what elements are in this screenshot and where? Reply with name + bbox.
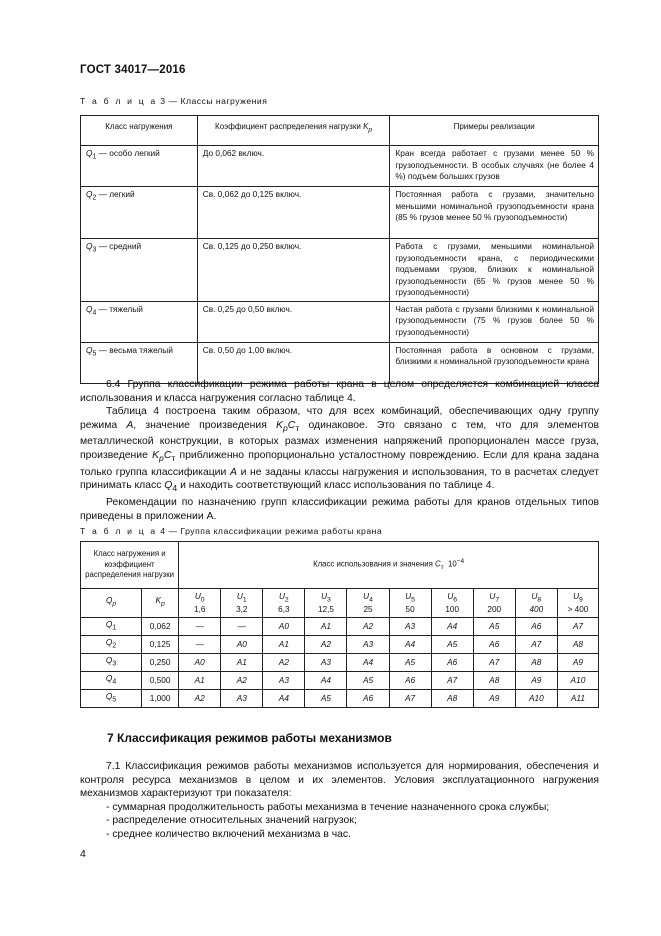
load-class-cell: $Q_4$ (81, 672, 142, 690)
paragraph-6-4-table-explanation: Таблица 4 построена таким образом, что для всех комбинаций, обеспечивающих одну группу режима A, значение произведения $K_pC_т$ одинаковое. Это связано с тем, что для элементов металлической конструкции, в которых размах изменения напряжений пропорционален массе груза, произведение $K_pC_т$ приближенно пропорционально усталостному повреждению. Если для крана задана только группа классификации A и не заданы классы нагружения и использования, то в расчетах следует принимать класс $Q_4$ и находить соответствующий класс использования по таблице 4. (80, 406, 600, 494)
table3-header-class: Класс нагружения (81, 116, 198, 146)
group-cell: A2 (347, 618, 389, 636)
group-cell: A9 (515, 672, 557, 690)
section-7-title: 7 Классификация режимов работы механизмов (107, 731, 392, 745)
table4-caption-text: 4 — Группа классификации режима работы крана (157, 526, 383, 536)
table-crane-group (80, 541, 599, 708)
table-load-classes (80, 115, 599, 384)
usage-class-header: $U_5$ 50 (389, 589, 431, 618)
paragraph-6-4-intro: 6.4 Группа классификации режима работы крана в целом определяется комбинацией класса использования и класса нагружения согласно таблице 4. (80, 379, 599, 404)
section-7-body (80, 760, 599, 842)
group-cell: A9 (473, 690, 515, 708)
table4-row (81, 654, 599, 672)
table4-col-k: $K_p$ (142, 589, 179, 618)
group-cell: A2 (263, 654, 305, 672)
coef-range-cell: Св. 0,50 до 1,00 включ. (197, 342, 390, 383)
group-cell: A6 (515, 618, 557, 636)
table3-caption (80, 96, 267, 106)
table4-row (81, 690, 599, 708)
table3-row (81, 239, 599, 302)
group-cell: — (179, 636, 221, 654)
load-coef-cell: 0,250 (142, 654, 179, 672)
document-code: ГОСТ 34017—2016 (80, 64, 186, 76)
group-cell: A0 (221, 636, 263, 654)
example-cell: Частая работа с грузами близкими к номинальной грузоподъемности (75 % грузов более 50 % грузоподъемности) (390, 301, 599, 342)
table3-row (81, 342, 599, 383)
group-cell: A3 (305, 654, 347, 672)
table3-row (81, 301, 599, 342)
group-cell: A8 (515, 654, 557, 672)
group-cell: A5 (305, 690, 347, 708)
group-cell: A1 (305, 618, 347, 636)
usage-class-header: $U_3$ 12,5 (305, 589, 347, 618)
usage-class-header: $U_6$ 100 (431, 589, 473, 618)
usage-class-header: $U_7$ 200 (473, 589, 515, 618)
coef-range-cell: Св. 0,25 до 0,50 включ. (197, 301, 390, 342)
group-cell: A3 (221, 690, 263, 708)
usage-class-header: $U_1$ 3,2 (221, 589, 263, 618)
group-cell: A6 (473, 636, 515, 654)
coef-range-cell: Св. 0,125 до 0,250 включ. (197, 239, 390, 302)
usage-class-header: $U_4$ 25 (347, 589, 389, 618)
paragraph-6-4-recommendation: Рекомендации по назначению групп классификации режима работы для кранов отдельных типов приведены в приложении А. (80, 496, 599, 522)
table3-row (81, 146, 599, 187)
load-class-cell: $Q_3$ (81, 654, 142, 672)
group-cell: A1 (221, 654, 263, 672)
group-cell: A4 (347, 654, 389, 672)
table4-caption (80, 526, 382, 536)
table4-col-q: $Q_p$ (81, 589, 142, 618)
usage-class-header: $U_9$ > 400 (557, 589, 598, 618)
group-cell: A6 (347, 690, 389, 708)
example-cell: Постоянная работа в основном с грузами, близкими к номинальной грузоподъемности крана (390, 342, 599, 383)
table4-header-row (81, 542, 599, 589)
example-cell: Кран всегда работает с грузами менее 50 % грузоподъемности. В особых случаях (не более 4 %) подъем больших грузов (390, 146, 599, 187)
bullet-item: - суммарная продолжительность работы механизма в течение назначенного срока службы; (106, 801, 550, 813)
paragraph-6-4 (80, 378, 599, 523)
group-cell: A7 (515, 636, 557, 654)
group-cell: A7 (389, 690, 431, 708)
table3-caption-text: 3 — Классы нагружения (157, 96, 268, 106)
group-cell: A4 (305, 672, 347, 690)
group-cell: A11 (557, 690, 598, 708)
group-cell: A6 (431, 654, 473, 672)
example-cell: Работа с грузами, меньшими номинальной грузоподъемности крана, с периодическими подъемами грузов, близких к номинальной грузоподъемности (65 % грузов менее 50 % грузоподъемности) (390, 239, 599, 302)
group-cell: A1 (263, 636, 305, 654)
table4-row (81, 618, 599, 636)
table3-header-coef: Коэффициент распределения нагрузки $K_p$ (197, 116, 390, 146)
group-cell: A2 (221, 672, 263, 690)
usage-class-header: $U_0$ 1,6 (179, 589, 221, 618)
coef-range-cell: До 0,062 включ. (197, 146, 390, 187)
load-class-cell: $Q_5$ — весьма тяжелый (81, 342, 198, 383)
group-cell: A0 (179, 654, 221, 672)
group-cell: A8 (473, 672, 515, 690)
group-cell: A5 (431, 636, 473, 654)
group-cell: A5 (389, 654, 431, 672)
group-cell: A7 (473, 654, 515, 672)
load-class-cell: $Q_1$ — особо легкий (81, 146, 198, 187)
load-class-cell: $Q_1$ (81, 618, 142, 636)
group-cell: A4 (263, 690, 305, 708)
group-cell: A5 (347, 672, 389, 690)
paragraph-7-1: 7.1 Классификация режимов работы механизмов используется для нормирования, обеспечения и контроля ресурса механизмов в целом и их элементов. Условия эксплуатационного нагружения механизмов характеризуют три показателя: (80, 761, 599, 800)
table4-subheader-row (81, 589, 599, 618)
group-cell: A3 (263, 672, 305, 690)
group-cell: A7 (431, 672, 473, 690)
table3-header-examples: Примеры реализации (390, 116, 599, 146)
bullet-item: - распределение относительных значений нагрузок; (106, 815, 357, 827)
load-class-cell: $Q_3$ — средний (81, 239, 198, 302)
table4-header-load-class: Класс нагружения и коэффициент распределения нагрузки (81, 542, 179, 589)
group-cell: A5 (473, 618, 515, 636)
group-cell: — (179, 618, 221, 636)
example-cell: Постоянная работа с грузами, значительно меньшими номинальной грузоподъемности крана (85 % грузов менее 50 % грузоподъемности) (390, 187, 599, 239)
group-cell: A7 (557, 618, 598, 636)
group-cell: A6 (389, 672, 431, 690)
load-coef-cell: 1,000 (142, 690, 179, 708)
group-cell: A3 (347, 636, 389, 654)
table4-body (81, 618, 599, 708)
group-cell: A9 (557, 654, 598, 672)
group-cell: A2 (179, 690, 221, 708)
load-class-cell: $Q_2$ (81, 636, 142, 654)
load-coef-cell: 0,062 (142, 618, 179, 636)
group-cell: A10 (557, 672, 598, 690)
group-cell: A8 (431, 690, 473, 708)
load-coef-cell: 0,125 (142, 636, 179, 654)
group-cell: A2 (305, 636, 347, 654)
table4-caption-label: Т а б л и ц а (80, 526, 158, 536)
group-cell: A3 (389, 618, 431, 636)
load-class-cell: $Q_5$ (81, 690, 142, 708)
table3-row (81, 187, 599, 239)
table3-header-row (81, 116, 599, 146)
usage-class-header: $U_8$ 400 (515, 589, 557, 618)
group-cell: A0 (263, 618, 305, 636)
coef-range-cell: Св. 0,062 до 0,125 включ. (197, 187, 390, 239)
group-cell: A8 (557, 636, 598, 654)
table4-row (81, 672, 599, 690)
group-cell: A10 (515, 690, 557, 708)
load-coef-cell: 0,500 (142, 672, 179, 690)
page-number: 4 (80, 848, 86, 860)
table4-header-usage-class: Класс использования и значения $C_т$ $10^{-4}$ (179, 542, 599, 589)
group-cell: A4 (431, 618, 473, 636)
group-cell: — (221, 618, 263, 636)
load-class-cell: $Q_4$ — тяжелый (81, 301, 198, 342)
table3-caption-label: Т а б л и ц а (80, 96, 158, 106)
usage-class-header: $U_2$ 6,3 (263, 589, 305, 618)
group-cell: A4 (389, 636, 431, 654)
bullet-item: - среднее количество включений механизма в час. (106, 828, 351, 840)
load-class-cell: $Q_2$ — легкий (81, 187, 198, 239)
group-cell: A1 (179, 672, 221, 690)
table4-row (81, 636, 599, 654)
